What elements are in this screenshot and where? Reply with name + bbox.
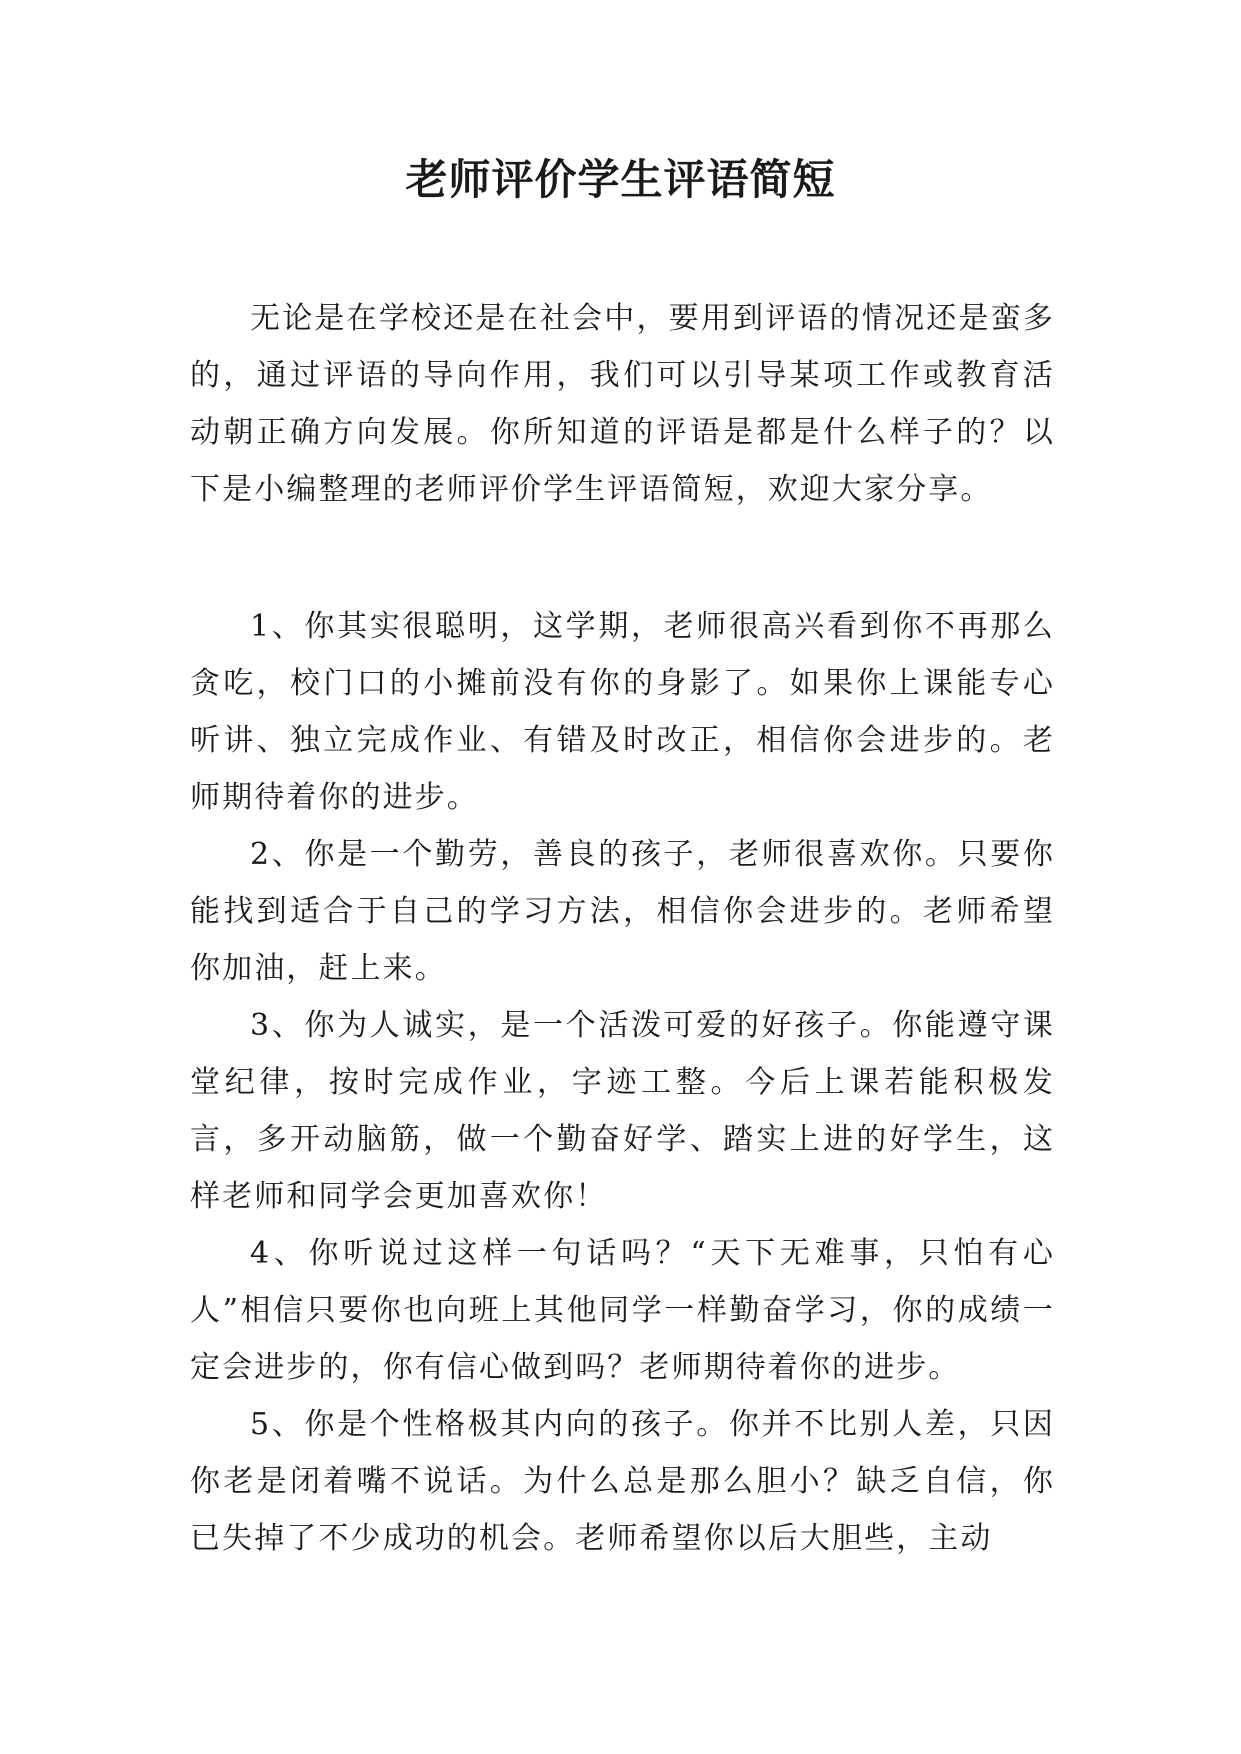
comment-item-1: 1、你其实很聪明，这学期，老师很高兴看到你不再那么贪吃，校门口的小摊前没有你的身影了。如果你上课能专心听讲、独立完成作业、有错及时改正，相信你会进步的。老师期待着你的进步。 — [190, 609, 1055, 815]
document-body — [190, 290, 1055, 1567]
intro-paragraph: 无论是在学校还是在社会中，要用到评语的情况还是蛮多的，通过评语的导向作用，我们可以引导某项工作或教育活动朝正确方向发展。你所知道的评语是都是什么样子的？以下是小编整理的老师评价学生评语简短，欢迎大家分享。 — [190, 301, 1055, 507]
comment-item-2: 2、你是一个勤劳，善良的孩子，老师很喜欢你。只要你能找到适合于自己的学习方法，相信你会进步的。老师希望你加油，赶上来。 — [190, 837, 1055, 986]
comment-item-5: 5、你是个性格极其内向的孩子。你并不比别人差，只因你老是闭着嘴不说话。为什么总是那么胆小？缺乏自信，你已失掉了不少成功的机会。老师希望你以后大胆些，主动 — [190, 1407, 1055, 1556]
document-title: 老师评价学生评语简短 — [405, 155, 836, 204]
comment-item-4: 4、你听说过这样一句话吗？“天下无难事，只怕有心人”相信只要你也向班上其他同学一样勤奋学习，你的成绩一定会进步的，你有信心做到吗？老师期待着你的进步。 — [190, 1236, 1055, 1385]
comment-item-3: 3、你为人诚实，是一个活泼可爱的好孩子。你能遵守课堂纪律，按时完成作业，字迹工整。今后上课若能积极发言，多开动脑筋，做一个勤奋好学、踏实上进的好学生，这样老师和同学会更加喜欢你！ — [190, 1008, 1055, 1214]
